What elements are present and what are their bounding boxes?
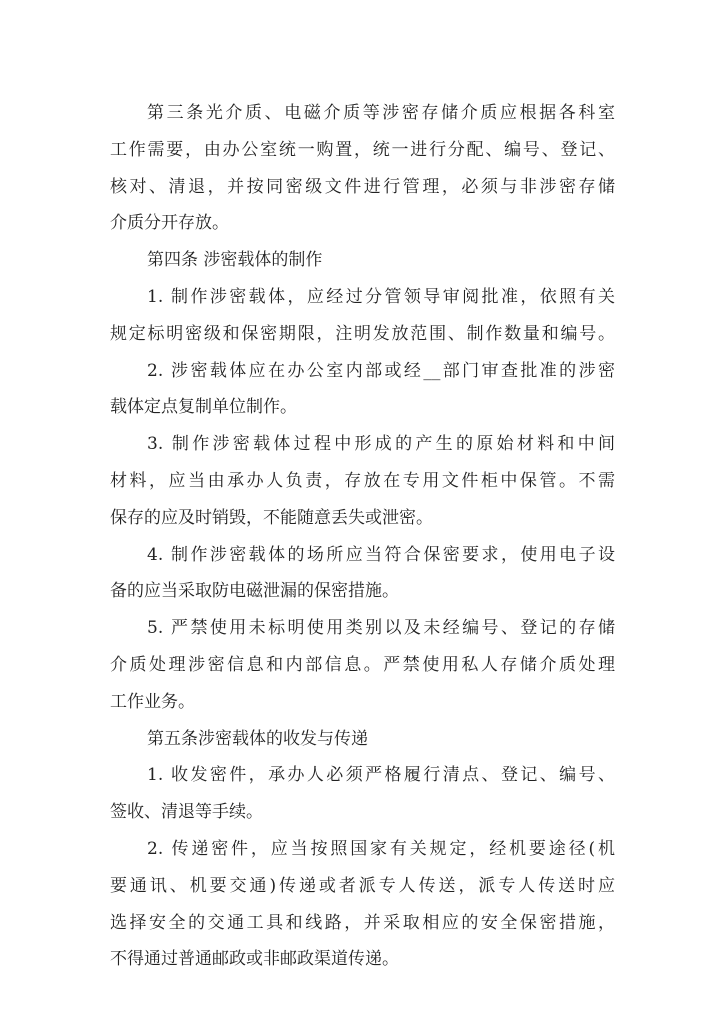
text-line: 保存的应及时销毁，不能随意丢失或泄密。 <box>110 507 433 528</box>
text-line: 材料，应当由承办人负责，存放在专用文件柜中保管。不需 <box>110 470 615 491</box>
text-line: 要通讯、机要交通)传递或者派专人传送，派专人传送时应 <box>110 875 615 896</box>
text-line: 2. 传递密件，应当按照国家有关规定，经机要途径(机 <box>147 838 615 859</box>
text-line: 4. 制作涉密载体的场所应当符合保密要求，使用电子设 <box>147 544 615 565</box>
text-line: 1. 制作涉密载体，应经过分管领导审阅批准，依照有关 <box>147 286 615 307</box>
text-line: 介质处理涉密信息和内部信息。严禁使用私人存储介质处理 <box>110 654 615 675</box>
text-line: 工作需要，由办公室统一购置，统一进行分配、编号、登记、 <box>110 139 615 160</box>
text-line: 3. 制作涉密载体过程中形成的产生的原始材料和中间 <box>147 434 615 455</box>
text-line: 选择安全的交通工具和线路，并采取相应的安全保密措施， <box>110 912 615 933</box>
section-heading-article-5: 第五条涉密载体的收发与传递 <box>147 728 368 749</box>
text-line: 签收、清退等手续。 <box>110 802 263 823</box>
text-line: 2. 涉密载体应在办公室内部或经__部门审查批准的涉密 <box>147 360 615 381</box>
text-line: 载体定点复制单位制作。 <box>110 397 297 418</box>
text-line: 介质分开存放。 <box>110 213 229 234</box>
text-line: 规定标明密级和保密期限，注明发放范围、制作数量和编号。 <box>110 323 615 344</box>
text-line: 核对、清退，并按同密级文件进行管理，必须与非涉密存储 <box>110 176 615 197</box>
document-page <box>110 95 615 978</box>
section-heading-article-4: 第四条 涉密载体的制作 <box>147 250 323 271</box>
text-line: 工作业务。 <box>110 691 195 712</box>
text-line: 5. 严禁使用未标明使用类别以及未经编号、登记的存储 <box>147 618 615 639</box>
text-line: 第三条光介质、电磁介质等涉密存储介质应根据各科室 <box>147 103 615 123</box>
text-line: 1. 收发密件，承办人必须严格履行清点、登记、编号、 <box>147 765 615 786</box>
text-line: 备的应当采取防电磁泄漏的保密措施。 <box>110 581 399 602</box>
text-line: 不得通过普通邮政或非邮政渠道传递。 <box>110 949 399 970</box>
